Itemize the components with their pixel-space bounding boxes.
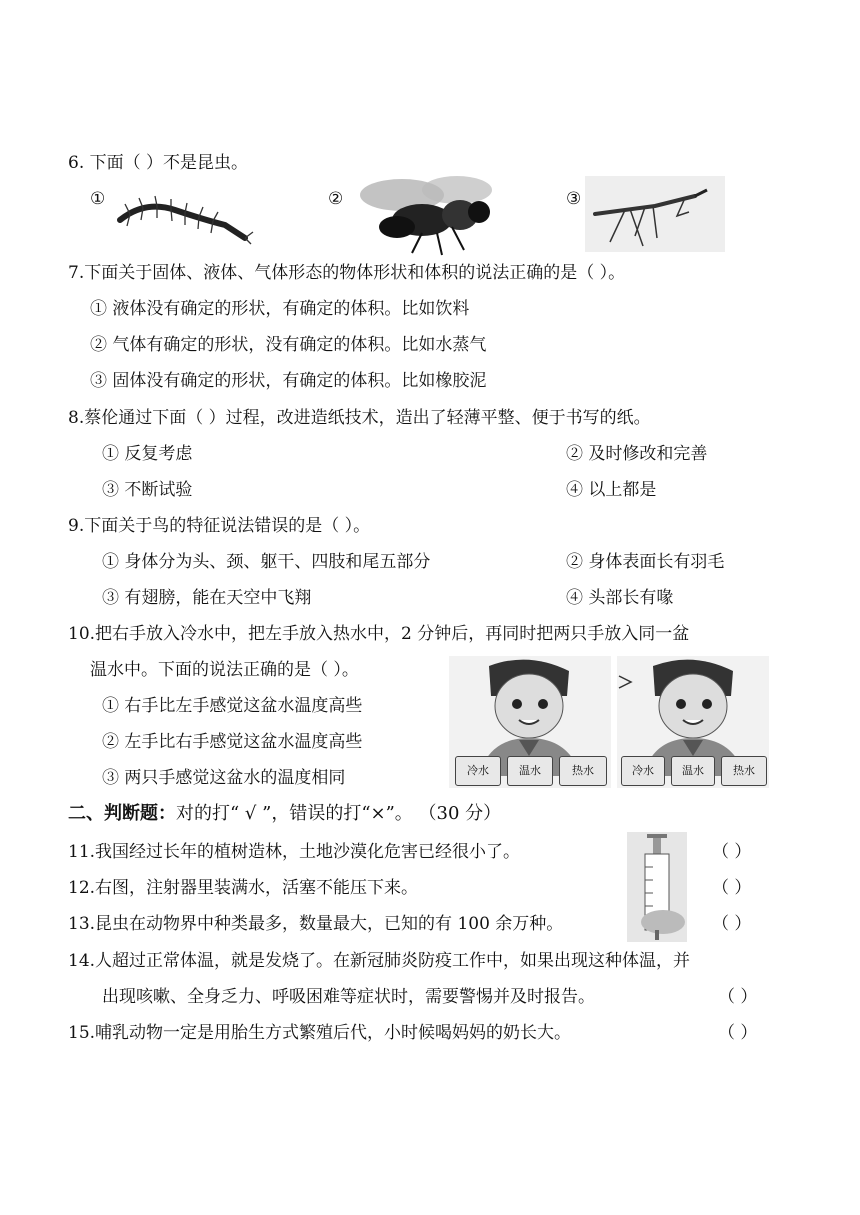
q6-stem: 6. 下面（ ）不是昆虫。 <box>68 153 249 173</box>
q8-option-3: ③ 不断试验 <box>102 480 193 500</box>
q10-stem-line2: 温水中。下面的说法正确的是（ ）。 <box>90 660 359 680</box>
q9-stem: 9.下面关于鸟的特征说法错误的是（ ）。 <box>68 516 371 536</box>
q6-option-3: ③ <box>566 189 582 209</box>
q10-option-3: ③ 两只手感觉这盆水的温度相同 <box>102 768 346 788</box>
basin-hot: 热水 <box>559 756 607 786</box>
q6-option-2: ② <box>328 189 344 209</box>
q10-option-1: ① 右手比左手感觉这盆水温度高些 <box>102 696 363 716</box>
bee-icon <box>352 165 502 257</box>
q7-stem: 7.下面关于固体、液体、气体形态的物体形状和体积的说法正确的是（ ）。 <box>68 263 626 283</box>
mantis-icon <box>585 176 725 252</box>
q10-option-2: ② 左手比右手感觉这盆水温度高些 <box>102 732 363 752</box>
judgment-12-answer[interactable]: （ ） <box>712 878 752 898</box>
q7-option-1: ① 液体没有确定的形状，有确定的体积。比如饮料 <box>90 299 470 319</box>
basin-warm: 温水 <box>671 756 715 786</box>
judgment-14-line1: 14.人超过正常体温，就是发烧了。在新冠肺炎防疫工作中，如果出现这种体温，并 <box>68 951 691 971</box>
judgment-13: 13.昆虫在动物界中种类最多，数量最大，已知的有 100 余万种。 <box>68 914 564 934</box>
section-2-instructions: 对的打“ √ ”，错误的打“×”。 （30 分） <box>176 803 502 824</box>
q8-stem: 8.蔡伦通过下面（ ）过程，改进造纸技术，造出了轻薄平整、便于书写的纸。 <box>68 408 651 428</box>
basin-warm: 温水 <box>507 756 553 786</box>
basin-cold: 冷水 <box>455 756 501 786</box>
q8-option-4: ④ 以上都是 <box>566 480 657 500</box>
section-2-heading <box>68 803 501 825</box>
judgment-15-answer[interactable]: （ ） <box>718 1023 758 1043</box>
basin-cold: 冷水 <box>621 756 665 786</box>
q10-stem-line1: 10.把右手放入冷水中，把左手放入热水中，2 分钟后，再同时把两只手放入同一盆 <box>68 624 690 644</box>
judgment-11: 11.我国经过长年的植树造林，土地沙漠化危害已经很小了。 <box>68 842 521 862</box>
centipede-icon <box>115 180 255 245</box>
syringe-icon <box>627 832 687 942</box>
judgment-11-answer[interactable]: （ ） <box>712 842 752 862</box>
basin-hot: 热水 <box>721 756 767 786</box>
judgment-12: 12.右图，注射器里装满水，活塞不能压下来。 <box>68 878 419 898</box>
q7-option-3: ③ 固体没有确定的形状，有确定的体积。比如橡胶泥 <box>90 371 487 391</box>
section-2-title: 二、判断题： <box>68 803 176 824</box>
q9-option-1: ① 身体分为头、颈、躯干、四肢和尾五部分 <box>102 552 431 572</box>
judgment-15: 15.哺乳动物一定是用胎生方式繁殖后代，小时候喝妈妈的奶长大。 <box>68 1023 572 1043</box>
cartoon-panel-left <box>449 656 611 788</box>
q7-option-2: ② 气体有确定的形状，没有确定的体积。比如水蒸气 <box>90 335 487 355</box>
cartoon-panel-right <box>617 656 769 788</box>
q8-option-2: ② 及时修改和完善 <box>566 444 708 464</box>
judgment-14-answer[interactable]: （ ） <box>718 987 758 1007</box>
q6-option-1: ① <box>90 189 106 209</box>
judgment-13-answer[interactable]: （ ） <box>712 914 752 934</box>
q9-option-2: ② 身体表面长有羽毛 <box>566 552 725 572</box>
judgment-14-line2: 出现咳嗽、全身乏力、呼吸困难等症状时，需要警惕并及时报告。 <box>102 987 595 1007</box>
q8-option-1: ① 反复考虑 <box>102 444 193 464</box>
q9-option-3: ③ 有翅膀，能在天空中飞翔 <box>102 588 312 608</box>
q9-option-4: ④ 头部长有喙 <box>566 588 674 608</box>
